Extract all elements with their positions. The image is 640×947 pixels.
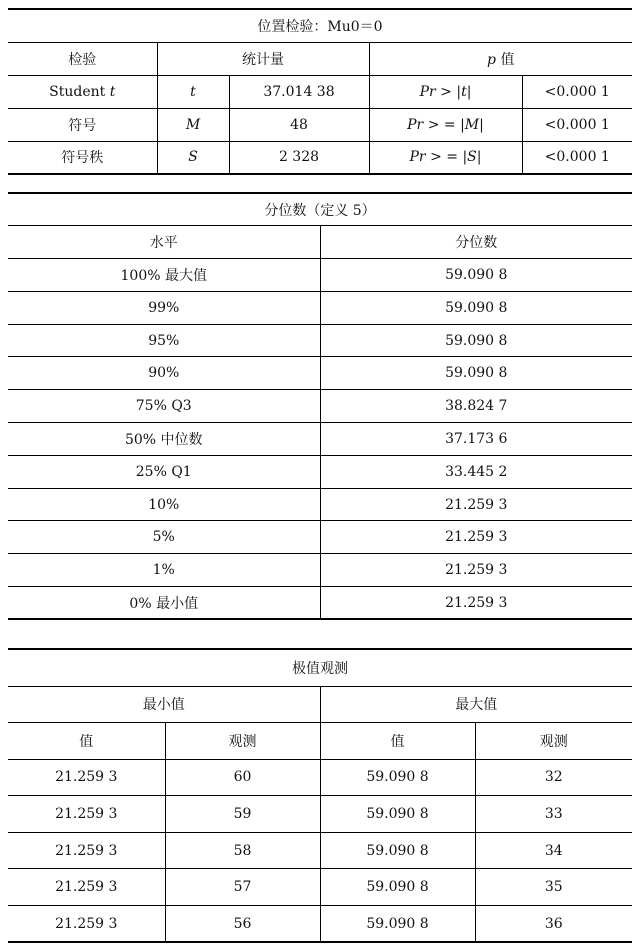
table-header-row (8, 42, 632, 75)
quantile-level: 90% (8, 357, 320, 390)
min-value: 21.259 3 (55, 915, 118, 932)
quantile-value: 37.173 6 (320, 423, 632, 456)
pvalue-p: p (487, 51, 497, 68)
header-min: 最小值 (8, 686, 320, 723)
max-obs: 32 (475, 759, 632, 796)
max-obs: 36 (475, 906, 632, 943)
pr-prefix: Pr (407, 116, 424, 133)
quantiles-table (8, 192, 632, 620)
pr-op: > = | (425, 149, 468, 166)
header-statistic: 统计量 (157, 42, 369, 75)
test-name-italic: t (109, 83, 116, 100)
table-header-row (8, 723, 632, 760)
quantile-value: 59.090 8 (320, 324, 632, 357)
quantile-value: 21.259 3 (320, 521, 632, 554)
quantile-level: 10% (8, 488, 320, 521)
table-row (8, 554, 632, 587)
location-tests-table (8, 8, 632, 175)
quantile-value: 59.090 8 (320, 259, 632, 292)
pr-suffix: | (466, 83, 472, 100)
pr-suffix: | (476, 149, 482, 166)
max-value: 59.090 8 (320, 869, 475, 906)
header-min-value: 值 (8, 723, 165, 760)
min-value: 21.259 3 (8, 869, 165, 906)
stat-value: 48 (229, 108, 369, 141)
quantile-value: 33.445 2 (320, 455, 632, 488)
p-value: <0.000 1 (522, 75, 632, 108)
stat-symbol: S (157, 141, 229, 174)
pr-expression (369, 75, 522, 108)
extremes-body (8, 759, 632, 942)
header-max-value: 值 (320, 723, 475, 760)
quantile-level: 75% Q3 (8, 390, 320, 423)
table-header-row (8, 226, 632, 259)
quantile-level: 25% Q1 (8, 455, 320, 488)
table-row (8, 259, 632, 292)
quantile-level: 100% 最大值 (8, 259, 320, 292)
min-obs: 60 (165, 759, 320, 796)
pr-prefix: Pr (419, 83, 436, 100)
quantile-level: 99% (8, 291, 320, 324)
table-row (8, 906, 632, 943)
pr-expression (369, 108, 522, 141)
location-tests-title: 位置检验：Mu0＝0 (8, 9, 632, 42)
test-name: 符号 (8, 108, 157, 141)
pvalue-suffix: 值 (496, 51, 515, 68)
header-min-obs: 观测 (165, 723, 320, 760)
extremes-title: 极值观测 (8, 649, 632, 686)
min-obs: 58 (165, 832, 320, 869)
table-row (8, 423, 632, 456)
table-row (8, 390, 632, 423)
table-row (8, 324, 632, 357)
table-title-row (8, 9, 632, 42)
min-obs: 59 (165, 796, 320, 833)
quantile-value: 38.824 7 (320, 390, 632, 423)
table-row (8, 108, 632, 141)
stat-value: 2 328 (229, 141, 369, 174)
max-value: 59.090 8 (320, 759, 475, 796)
quantiles-body (8, 259, 632, 620)
table-row (8, 587, 632, 620)
max-obs: 34 (475, 832, 632, 869)
min-obs: 56 (165, 906, 320, 943)
pr-op: > | (435, 83, 462, 100)
table-title-row (8, 649, 632, 686)
pr-op: > = | (423, 116, 465, 133)
max-value: 59.090 8 (320, 832, 475, 869)
table-row (8, 291, 632, 324)
p-value: <0.000 1 (522, 108, 632, 141)
max-obs: 35 (475, 869, 632, 906)
pr-var: t (461, 83, 467, 100)
quantiles-title: 分位数（定义 5） (8, 193, 632, 226)
quantile-level: 1% (8, 554, 320, 587)
table-row (8, 796, 632, 833)
header-pvalue (369, 42, 632, 75)
quantile-level: 5% (8, 521, 320, 554)
min-value: 21.259 3 (8, 796, 165, 833)
table-row (8, 759, 632, 796)
table-row (8, 357, 632, 390)
test-name-text: Student (49, 83, 106, 100)
table-group-header-row (8, 686, 632, 723)
test-name: 符号秩 (61, 150, 104, 167)
table-row (8, 869, 632, 906)
min-obs: 57 (165, 869, 320, 906)
stat-symbol: M (157, 108, 229, 141)
extremes-table (8, 648, 632, 943)
pr-var: S (467, 149, 477, 166)
pr-var: M (464, 116, 480, 133)
test-name (8, 75, 157, 108)
min-value: 21.259 3 (8, 832, 165, 869)
quantile-value: 21.259 3 (320, 554, 632, 587)
p-value: <0.000 1 (522, 141, 632, 174)
quantile-value: 21.259 3 (320, 488, 632, 521)
quantile-value: 59.090 8 (320, 291, 632, 324)
quantile-level: 95% (8, 324, 320, 357)
max-value: 59.090 8 (320, 796, 475, 833)
table-row (8, 141, 632, 174)
quantile-value: 21.259 3 (320, 587, 632, 620)
table-row (8, 75, 632, 108)
pr-suffix: | (479, 116, 484, 133)
header-test: 检验 (8, 42, 157, 75)
table-row (8, 832, 632, 869)
table-row (8, 521, 632, 554)
stat-symbol: t (157, 75, 229, 108)
max-value: 59.090 8 (320, 906, 475, 943)
stat-value: 37.014 38 (229, 75, 369, 108)
table-row (8, 488, 632, 521)
header-max-obs: 观测 (475, 723, 632, 760)
quantile-level: 50% 中位数 (8, 423, 320, 456)
table-title-row (8, 193, 632, 226)
quantile-level: 0% 最小值 (129, 595, 199, 612)
header-level: 水平 (8, 226, 320, 259)
pr-prefix: Pr (409, 149, 426, 166)
header-max: 最大值 (320, 686, 632, 723)
min-value: 21.259 3 (8, 759, 165, 796)
max-obs: 33 (475, 796, 632, 833)
pr-expression (369, 141, 522, 174)
table-row (8, 455, 632, 488)
quantile-value: 59.090 8 (320, 357, 632, 390)
header-quantile: 分位数 (320, 226, 632, 259)
